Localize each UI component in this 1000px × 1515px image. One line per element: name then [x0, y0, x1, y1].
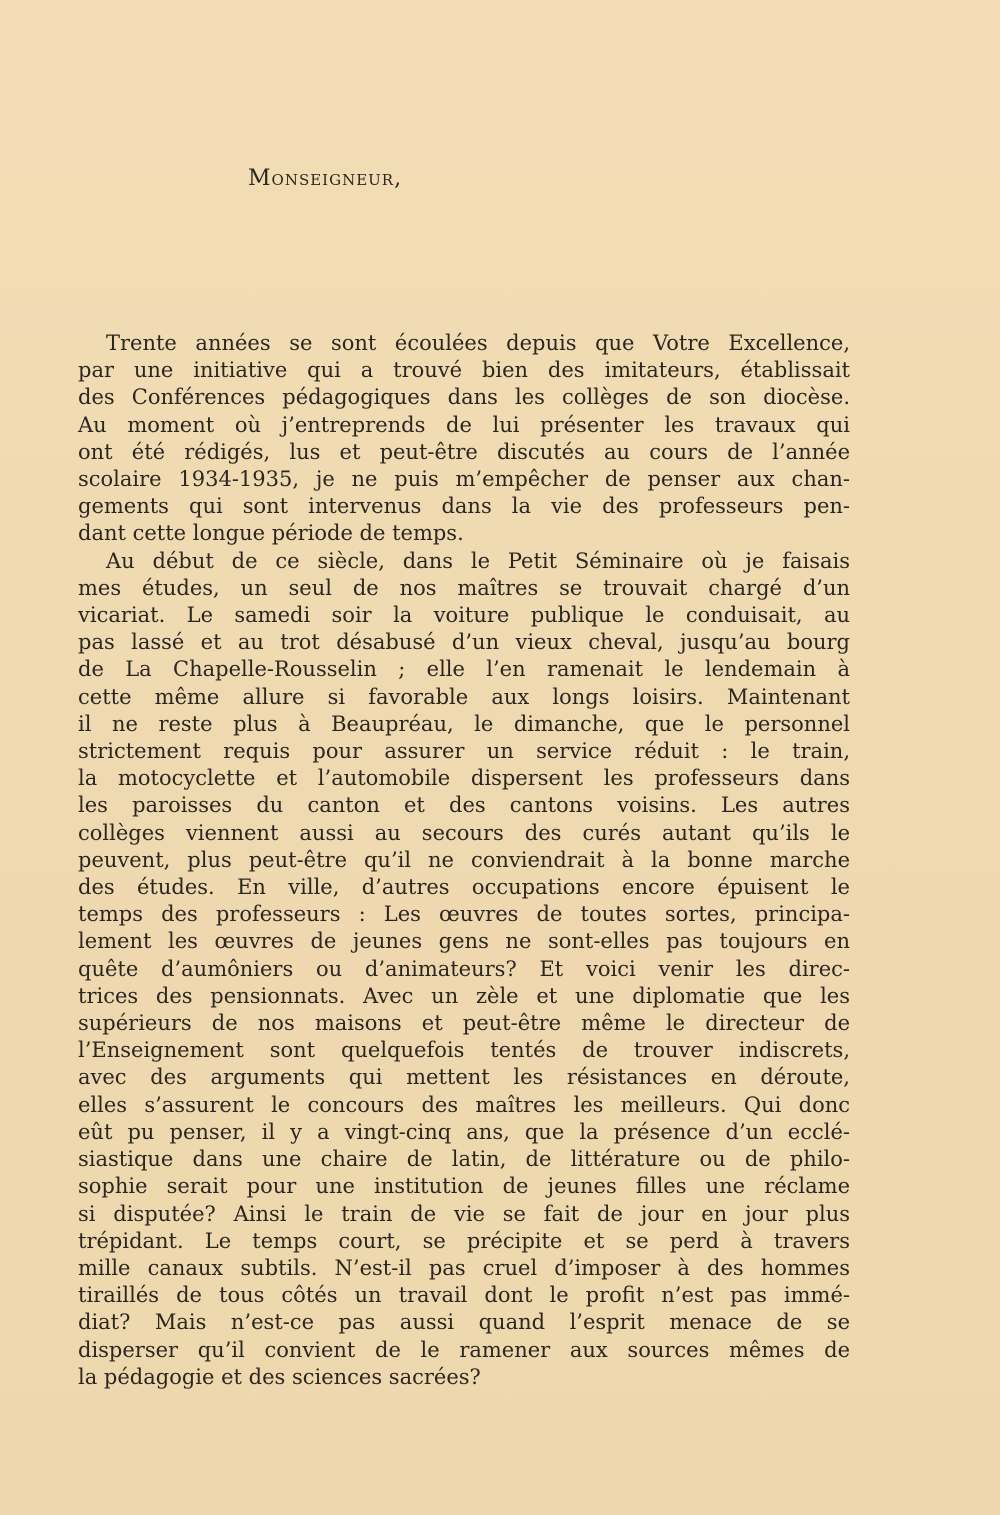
text-line: des Conférences pédagogiques dans les collèges de son diocèse.: [78, 385, 850, 410]
text-line: la motocyclette et l’automobile dispersent les professeurs dans: [78, 766, 850, 791]
text-line: temps des professeurs : Les œuvres de toutes sortes, principa-: [78, 902, 850, 927]
text-line: dant cette longue période de temps.: [78, 521, 464, 546]
text-line: Au moment où j’entreprends de lui présenter les travaux qui: [78, 412, 850, 437]
text-line: supérieurs de nos maisons et peut-être même le directeur de: [78, 1011, 850, 1036]
paragraph: [78, 330, 850, 548]
paragraph: [78, 548, 850, 1391]
text-line: siastique dans une chaire de latin, de littérature ou de philo-: [78, 1147, 850, 1172]
text-line: il ne reste plus à Beaupréau, le dimanche, que le personnel: [78, 711, 850, 736]
text-line: pas lassé et au trot désabusé d’un vieux cheval, jusqu’au bourg: [78, 630, 850, 655]
text-line: Au début de ce siècle, dans le Petit Séminaire où je faisais: [106, 548, 850, 573]
text-line: trépidant. Le temps court, se précipite et se perd à travers: [78, 1228, 850, 1253]
text-line: l’Enseignement sont quelquefois tentés de trouver indiscrets,: [78, 1038, 850, 1063]
text-line: trices des pensionnats. Avec un zèle et une diplomatie que les: [78, 983, 850, 1008]
text-line: tiraillés de tous côtés un travail dont le profit n’est pas immé-: [78, 1283, 850, 1308]
text-line: peuvent, plus peut-être qu’il ne conviendrait à la bonne marche: [78, 847, 850, 872]
text-line: par une initiative qui a trouvé bien des imitateurs, établissait: [78, 358, 850, 383]
text-line: la pédagogie et des sciences sacrées?: [78, 1364, 481, 1389]
text-line: sophie serait pour une institution de jeunes filles une réclame: [78, 1174, 850, 1199]
text-line: disperser qu’il convient de le ramener aux sources mêmes de: [78, 1337, 850, 1362]
text-line: eût pu penser, il y a vingt-cinq ans, que la présence d’un ecclé-: [78, 1119, 850, 1144]
text-line: lement les œuvres de jeunes gens ne sont-elles pas toujours en: [78, 929, 850, 954]
text-line: des études. En ville, d’autres occupations encore épuisent le: [78, 875, 850, 900]
text-line: avec des arguments qui mettent les résistances en déroute,: [78, 1065, 850, 1090]
text-line: cette même allure si favorable aux longs loisirs. Maintenant: [78, 684, 850, 709]
text-line: mille canaux subtils. N’est-il pas cruel d’imposer à des hommes: [78, 1255, 850, 1280]
text-line: de La Chapelle-Rousselin ; elle l’en ramenait le lendemain à: [78, 657, 850, 682]
text-line: les paroisses du canton et des cantons voisins. Les autres: [78, 793, 850, 818]
text-line: Trente années se sont écoulées depuis que Votre Excellence,: [106, 331, 850, 355]
text-line: elles s’assurent le concours des maîtres les meilleurs. Qui donc: [78, 1092, 850, 1117]
letter-body: [78, 330, 850, 1391]
text-line: diat? Mais n’est-ce pas aussi quand l’esprit menace de se: [78, 1310, 850, 1335]
salutation: Monseigneur,: [248, 166, 403, 191]
text-line: ont été rédigés, lus et peut-être discutés au cours de l’année: [78, 439, 850, 464]
text-line: strictement requis pour assurer un service réduit : le train,: [78, 739, 850, 764]
text-line: scolaire 1934-1935, je ne puis m’empêcher de penser aux chan-: [78, 467, 850, 492]
text-line: mes études, un seul de nos maîtres se trouvait chargé d’un: [78, 575, 850, 600]
text-line: si disputée? Ainsi le train de vie se fait de jour en jour plus: [78, 1201, 850, 1226]
text-line: gements qui sont intervenus dans la vie des professeurs pen-: [78, 494, 850, 519]
text-line: vicariat. Le samedi soir la voiture publique le conduisait, au: [78, 603, 850, 628]
text-line: quête d’aumôniers ou d’animateurs? Et voici venir les direc-: [78, 956, 850, 981]
text-line: collèges viennent aussi au secours des curés autant qu’ils le: [78, 820, 850, 845]
